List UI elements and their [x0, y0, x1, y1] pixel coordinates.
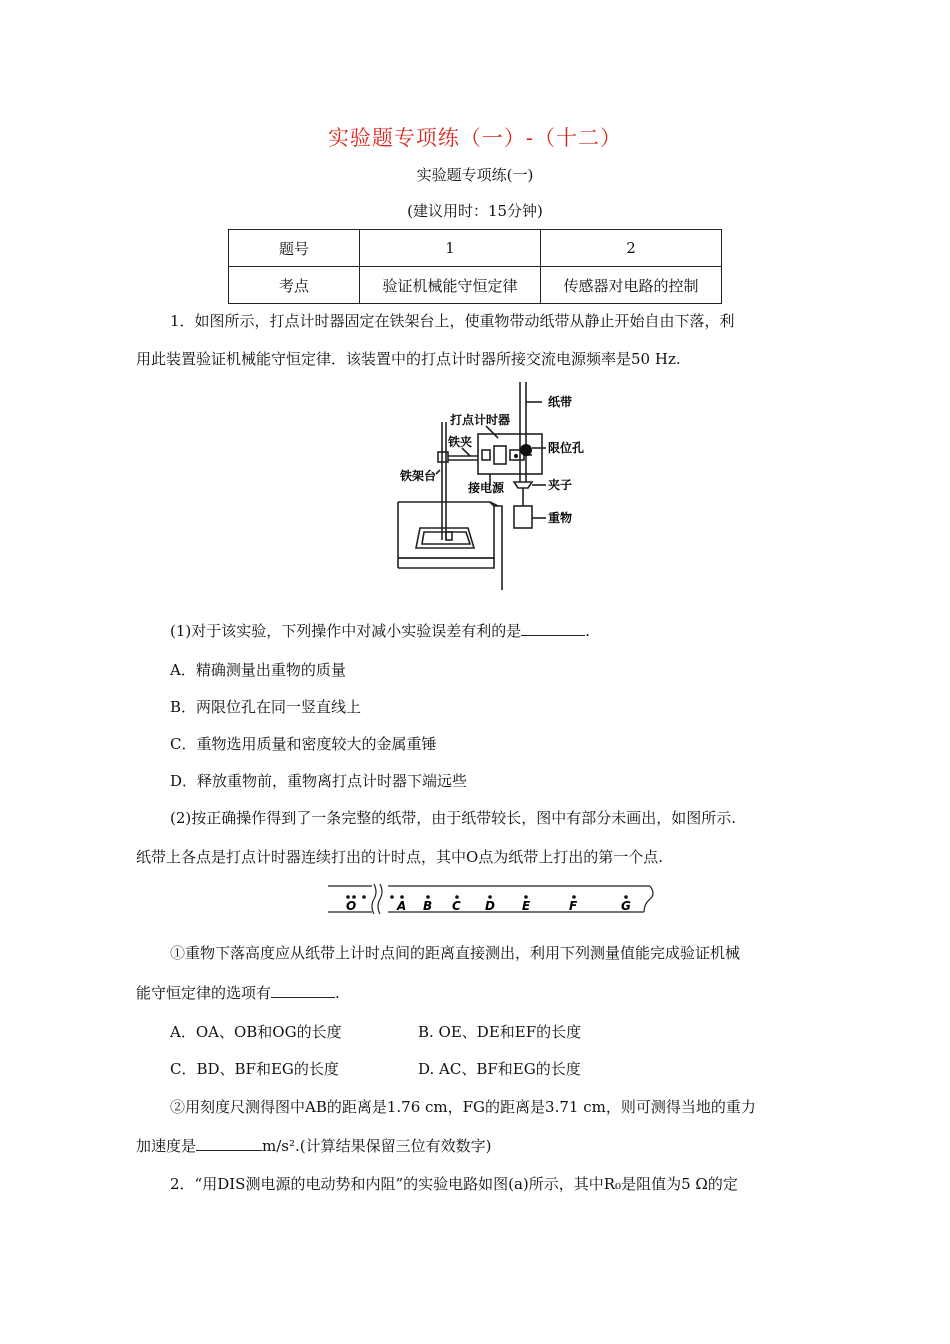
tape-point-label: O [346, 899, 357, 913]
suggested-time: (建议用时：15分钟) [407, 202, 543, 220]
section-subtitle: 实验题专项练(一) [416, 166, 534, 184]
table-cell: 考点 [229, 267, 360, 304]
tape-point-label: A [397, 899, 407, 913]
q1-option-b: B．两限位孔在同一竖直线上 [170, 698, 362, 716]
q1-sub2-option-d: D. AC、BF和EG的长度 [418, 1060, 581, 1078]
q1-intro-line1: 1．如图所示，打点计时器固定在铁架台上，使重物带动纸带从静止开始自由下落，利 [170, 312, 735, 330]
q1-sub1-text: (1)对于该实验，下列操作中对减小实验误差有利的是 [170, 622, 522, 640]
label-tape: 纸带 [548, 395, 573, 409]
table-cell: 1 [360, 230, 541, 267]
q1-sub2-q1-line1: ①重物下落高度应从纸带上计时点间的距离直接测出，利用下列测量值能完成验证机械 [170, 944, 741, 962]
q1-option-d: D．释放重物前，重物离打点计时器下端远些 [170, 772, 468, 790]
table-cell: 2 [541, 230, 722, 267]
tape-point-label: D [485, 899, 495, 913]
q1-sub2-q1-line2 [136, 983, 816, 1003]
page-title: 实验题专项练（一）-（十二） [327, 126, 623, 150]
tape-point-label: B [423, 899, 433, 913]
q1-sub2-q1-text: 能守恒定律的选项有 [136, 984, 272, 1002]
q1-intro-line2: 用此装置验证机械能守恒定律．该装置中的打点计时器所接交流电源频率是50 Hz. [136, 350, 681, 368]
label-stand: 铁架台 [400, 469, 437, 483]
answer-blank[interactable] [271, 983, 335, 998]
q1-sub2-q2-line1: ②用刻度尺测得图中AB的距离是1.76 cm，FG的距离是3.71 cm，则可测得当地的重力 [170, 1098, 756, 1116]
q1-sub2-option-c: C．BD、BF和EG的长度 [170, 1060, 339, 1078]
q1-sub2-line2: 纸带上各点是打点计时器连续打出的计时点，其中O点为纸带上打出的第一个点. [136, 848, 664, 866]
q1-sub2-q2-text-a: 加速度是 [136, 1137, 197, 1155]
label-clip: 夹子 [548, 478, 573, 492]
answer-blank[interactable] [196, 1136, 262, 1151]
label-hole: 限位孔 [548, 441, 585, 455]
q1-sub2-line1: (2)按正确操作得到了一条完整的纸带，由于纸带较长，图中有部分未画出，如图所示. [170, 809, 737, 827]
table-cell: 验证机械能守恒定律 [360, 267, 541, 304]
table-cell: 题号 [229, 230, 360, 267]
paper-tape-figure [328, 880, 658, 920]
q1-sub2-option-b: B. OE、DE和EF的长度 [418, 1023, 582, 1041]
label-weight: 重物 [548, 511, 573, 525]
tape-point-label: F [569, 899, 578, 913]
q1-sub2-option-a: A．OA、OB和OG的长度 [170, 1023, 342, 1041]
label-timer: 打点计时器 [450, 413, 511, 427]
topic-table [228, 229, 722, 304]
table-row [229, 267, 722, 304]
q1-sub2-q1-end: . [335, 984, 340, 1002]
q1-sub1-end: . [585, 622, 591, 640]
q2-intro: 2．“用DIS测电源的电动势和内阻”的实验电路如图(a)所示，其中R₀是阻值为5 Ω的定 [170, 1175, 738, 1193]
q1-sub2-q2-text-b: m/s².(计算结果保留三位有效数字) [262, 1137, 492, 1155]
table-row [229, 230, 722, 267]
table-cell: 传感器对电路的控制 [541, 267, 722, 304]
q1-sub2-q2-line2 [136, 1136, 816, 1156]
label-clamp: 铁夹 [448, 435, 473, 449]
q1-option-a: A．精确测量出重物的质量 [170, 661, 346, 679]
label-power: 接电源 [468, 481, 505, 495]
tape-point-label: C [452, 899, 461, 913]
q1-option-c: C．重物选用质量和密度较大的金属重锤 [170, 735, 437, 753]
apparatus-figure [390, 380, 630, 595]
tape-point-label: E [522, 899, 531, 913]
tape-point-label: G [621, 899, 631, 913]
answer-blank[interactable] [521, 621, 585, 636]
q1-sub1 [170, 621, 850, 641]
